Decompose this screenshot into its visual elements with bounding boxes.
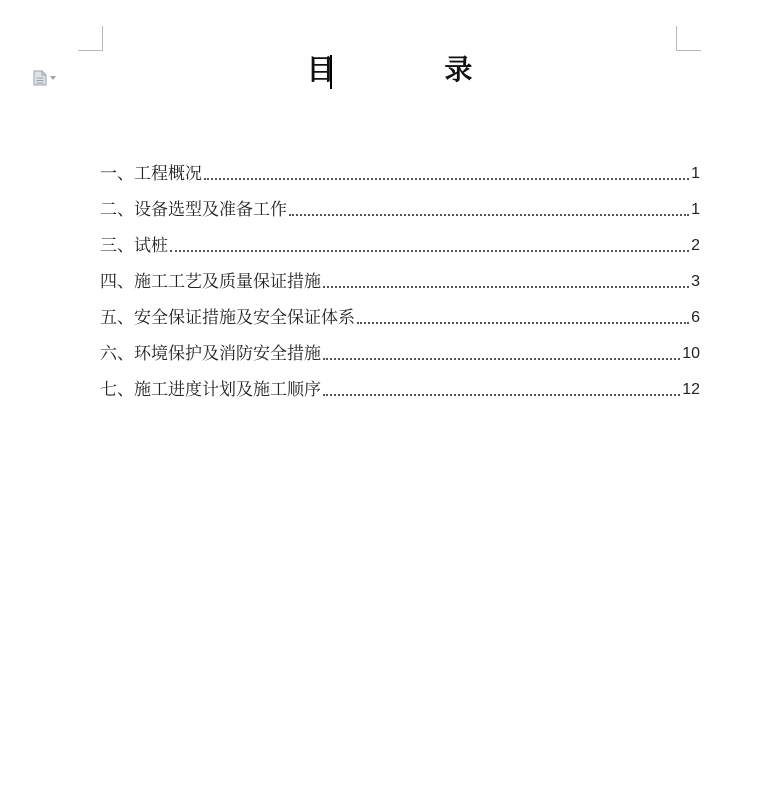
toc-entry-page: 1 [691,165,700,182]
toc-entry[interactable] [100,294,700,330]
toc-entry[interactable] [100,330,700,366]
toc-entry-title: 六、环境保护及消防安全措施 [100,344,321,364]
toc-entry-title: 一、工程概况 [100,164,202,184]
toc-dot-leader [204,178,689,180]
toc-entry-page: 2 [691,237,700,254]
toc-entry-page: 3 [691,273,700,290]
toc-entry[interactable] [100,258,700,294]
toc-entry-title: 三、试桩 [100,236,168,256]
toc-entry[interactable] [100,150,700,186]
toc-entry-page: 6 [691,309,700,326]
toc-entry-title: 二、设备选型及准备工作 [100,200,287,220]
toc-entry-title: 四、施工工艺及质量保证措施 [100,272,321,292]
toc-entry-title: 七、施工进度计划及施工顺序 [100,380,321,400]
toc-entry-page: 10 [682,345,700,362]
toc-dot-leader [170,250,689,252]
toc-entry[interactable] [100,366,700,402]
toc-dot-leader [357,322,689,324]
crop-mark-top-left [78,26,103,51]
table-of-contents [100,150,700,402]
toc-entry[interactable] [100,222,700,258]
toc-entry-page: 1 [691,201,700,218]
toc-entry-title: 五、安全保证措施及安全保证体系 [100,308,355,328]
toc-dot-leader [289,214,689,216]
toc-dot-leader [323,358,680,360]
crop-mark-top-right [676,26,701,51]
toc-dot-leader [323,394,680,396]
toc-entry[interactable] [100,186,700,222]
page-title: 目 录 [306,53,523,86]
toc-entry-page: 12 [682,381,700,398]
toc-dot-leader [323,286,689,288]
